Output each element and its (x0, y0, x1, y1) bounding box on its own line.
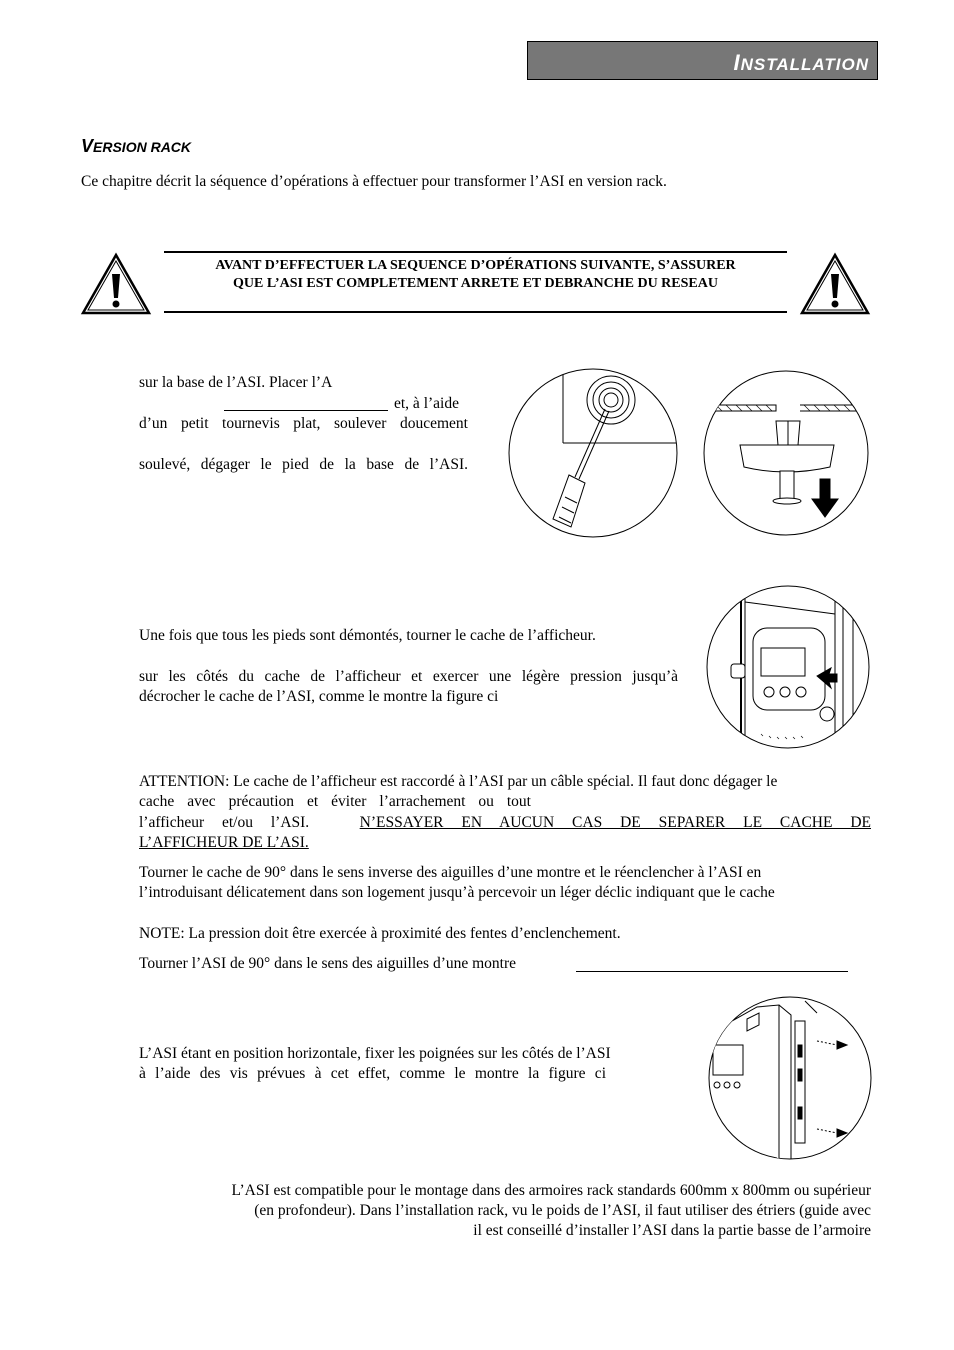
step1-line-1: sur la base de l’ASI. Placer l’A (139, 374, 333, 391)
blank-rule (224, 410, 388, 411)
attention-warning-underlined: N’ESSAYER EN AUCUN CAS DE SEPARER LE CACHE DE (359, 814, 871, 831)
step1-line-3: d’un petit tournevis plat, soulever doucement (139, 415, 468, 432)
warning-line-2: QUE L’ASI EST COMPLETEMENT ARRETE ET DEBRANCHE DU RESEAU (233, 276, 718, 291)
rack-line-3: il est conseillé d’installer l’ASI dans la partie basse de l’armoire (473, 1222, 871, 1239)
handles-line-2: à l’aide des vis prévues à cet effet, comme le montre la figure ci (139, 1065, 606, 1082)
chapter-header (527, 41, 878, 80)
warning-line-1: AVANT D’EFFECTUER LA SEQUENCE D’OPÉRATIONS SUIVANTE, S’ASSURER (215, 258, 736, 273)
attention-line-1: ATTENTION: Le cache de l’afficheur est raccordé à l’ASI par un câble spécial. Il faut donc dégager le (139, 773, 778, 790)
section-title-rest: ERSION RACK (93, 139, 192, 155)
section-title-initial: V (81, 136, 94, 156)
attention-line-4: L’AFFICHEUR DE L’ASI. (139, 834, 309, 851)
chapter-title-rest: NSTALLATION (740, 55, 869, 74)
warning-top-rule (164, 251, 787, 253)
attention-line-2: cache avec précaution et éviter l’arrachement ou tout (139, 793, 531, 810)
warning-triangle-icon (80, 252, 152, 316)
step2-line-1: Une fois que tous les pieds sont démontés, tourner le cache de l’afficheur. (139, 627, 596, 644)
rotate-line-2: l’introduisant délicatement dans son logement jusqu’à percevoir un léger déclic indiquant que le cache (139, 884, 775, 901)
chapter-title-initial: I (733, 50, 741, 75)
blank-rule (576, 971, 848, 972)
warning-text (164, 257, 787, 293)
display-cover-figure (705, 584, 871, 750)
warning-bottom-rule (164, 311, 787, 313)
step1-line-4: soulevé, dégager le pied de la base de l’ASI. (139, 456, 468, 473)
rack-line-1: L’ASI est compatible pour le montage dans des armoires rack standards 600mm x 800mm ou supérieur (231, 1182, 871, 1199)
rotate-line-1: Tourner le cache de 90° dans le sens inverse des aiguilles d’une montre et le réenclencher à l’ASI en (139, 864, 762, 881)
step1-line-2: et, à l’aide (394, 395, 459, 412)
chapter-title (733, 50, 869, 76)
warning-triangle-icon (799, 252, 871, 316)
note-paragraph: NOTE: La pression doit être exercée à proximité des fentes d’enclenchement. (139, 925, 621, 942)
intro-paragraph: Ce chapitre décrit la séquence d’opérations à effectuer pour transformer l’ASI en version rack. (81, 173, 667, 190)
handle-mounting-figure (707, 995, 873, 1161)
step2-line-2: sur les côtés du cache de l’afficheur et exercer une légère pression jusqu’à (139, 668, 678, 685)
attention-line-3 (139, 813, 871, 833)
foot-detach-figure (702, 367, 870, 539)
foot-removal-figure (507, 367, 679, 539)
section-title (81, 136, 191, 157)
step2-line-3: décrocher le cache de l’ASI, comme le montre la figure ci (139, 688, 499, 705)
turn-paragraph: Tourner l’ASI de 90° dans le sens des aiguilles d’une montre (139, 955, 517, 972)
rack-line-2: (en profondeur). Dans l’installation rack, vu le poids de l’ASI, il faut utiliser des étriers (guide avec (254, 1202, 871, 1219)
attention-plain: l’afficheur et/ou l’ASI. (139, 814, 310, 831)
handles-line-1: L’ASI étant en position horizontale, fixer les poignées sur les côtés de l’ASI (139, 1045, 611, 1062)
